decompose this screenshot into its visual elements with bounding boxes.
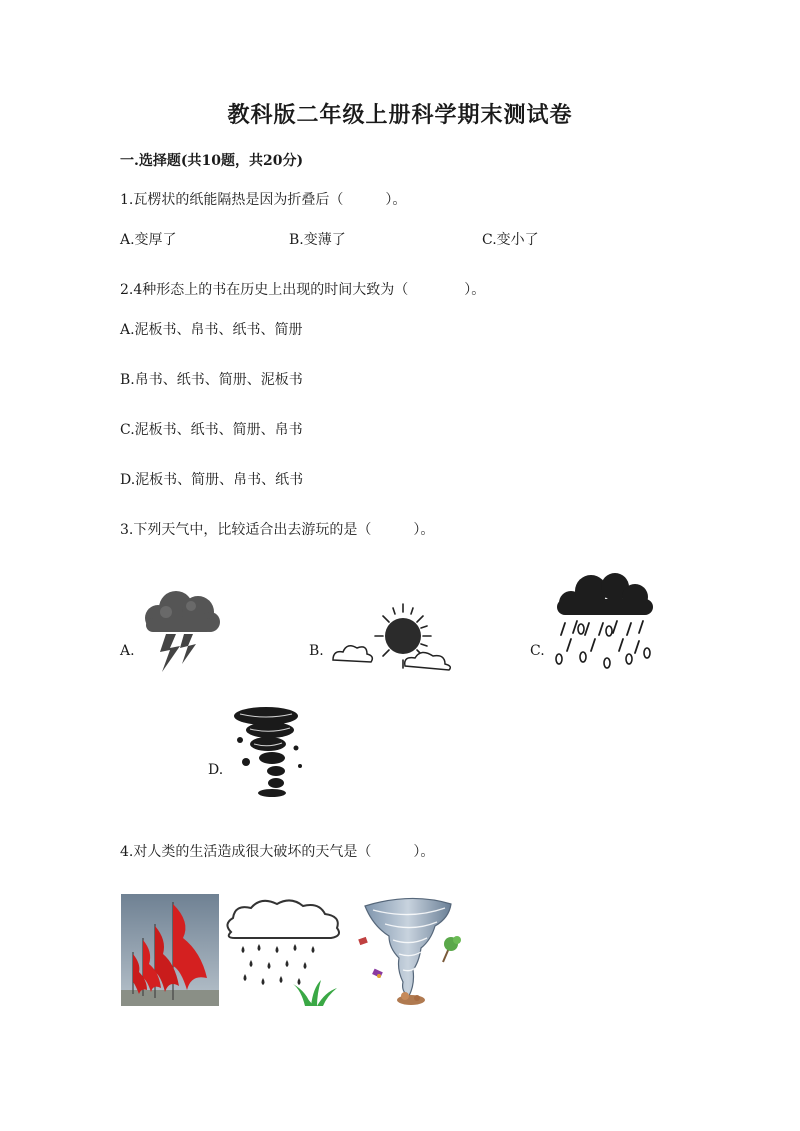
red-flags-wind-image [121,894,219,1006]
question-2-option-d: D.泥板书、简册、帛书、纸书 [120,472,304,488]
question-3-option-d: D. [208,762,224,778]
question-2-option-b: B.帛书、纸书、简册、泥板书 [120,372,303,388]
section-heading: 一.选择题(共10题，共20分) [120,153,304,169]
question-1-stem: 1.瓦楞状的纸能隔热是因为折叠后（ ）。 [120,192,407,208]
question-1-option-c: C.变小了 [482,232,539,248]
question-2-option-a: A.泥板书、帛书、纸书、简册 [120,322,303,338]
page-title: 教科版二年级上册科学期末测试卷 [227,102,573,128]
thunderstorm-icon [136,588,224,680]
heavy-rain-icon [551,573,659,677]
tornado-icon [226,704,310,798]
question-3-stem: 3.下列天气中，比较适合出去游玩的是（ ）。 [120,522,435,538]
question-3-option-a: A. [120,643,135,659]
question-1-option-a: A.变厚了 [120,232,177,248]
question-3-option-b: B. [309,643,324,659]
question-4-stem: 4.对人类的生活造成很大破坏的天气是（ ）。 [120,844,435,860]
tornado-image [355,892,467,1008]
question-2-option-c: C.泥板书、纸书、简册、帛书 [120,422,303,438]
sunny-icon [327,598,455,678]
question-2-stem: 2.4种形态上的书在历史上出现的时间大致为（ ）。 [120,282,486,298]
question-1-option-b: B.变薄了 [289,232,346,248]
rain-cloud-image [221,896,346,1008]
question-3-option-c: C. [530,643,545,659]
